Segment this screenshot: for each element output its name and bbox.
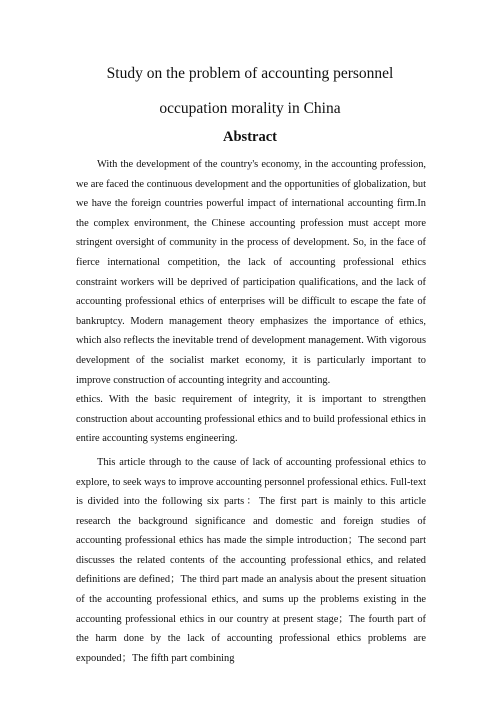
title-line-1: Study on the problem of accounting personnel xyxy=(106,65,394,82)
abstract-paragraph-3: This article through to the cause of lack of accounting professional ethics to explore, to seek ways to improve accounting personnel professional ethics. Full-text is divided into the following six parts：The first part is mainly to this article research the background significance and domestic and foreign studies of accounting professional ethics has made the simple introduction；The second part discusses the related contents of the accounting professional ethics, and related definitions are defined；The third part made an analysis about the present situation of the accounting professional ethics, and sums up the problems existing in the accounting professional ethics in our country at present stage；The fourth part of the harm done by the lack of accounting professional ethics problems are expounded；The fifth part combining xyxy=(76,456,426,664)
abstract-paragraph-1: With the development of the country's economy, in the accounting profession, we are faced the continuous development and the opportunities of globalization, but we have the foreign countries powerful impact of international accounting firm.In the complex environment, the Chinese accounting profession must accept more stringent oversight of community in the process of development. So, in the face of fierce international competition, the lack of accounting professional ethics constraint workers will be deprived of participation qualifications, and the lack of accounting professional ethics of enterprises will be difficult to escape the fate of bankruptcy. Modern management theory emphasizes the importance of ethics, which also reflects the inevitable trend of development management. With vigorous development of the socialist market economy, it is particularly important to improve construction of accounting integrity and accounting. xyxy=(76,159,426,386)
abstract-heading: Abstract xyxy=(223,129,277,145)
abstract-body xyxy=(76,155,426,668)
abstract-paragraph-2: ethics. With the basic requirement of integrity, it is important to strengthen construction about accounting professional ethics and to build professional ethics in entire accounting systems engineering. xyxy=(76,394,426,445)
title-line-2: occupation morality in China xyxy=(159,100,341,117)
